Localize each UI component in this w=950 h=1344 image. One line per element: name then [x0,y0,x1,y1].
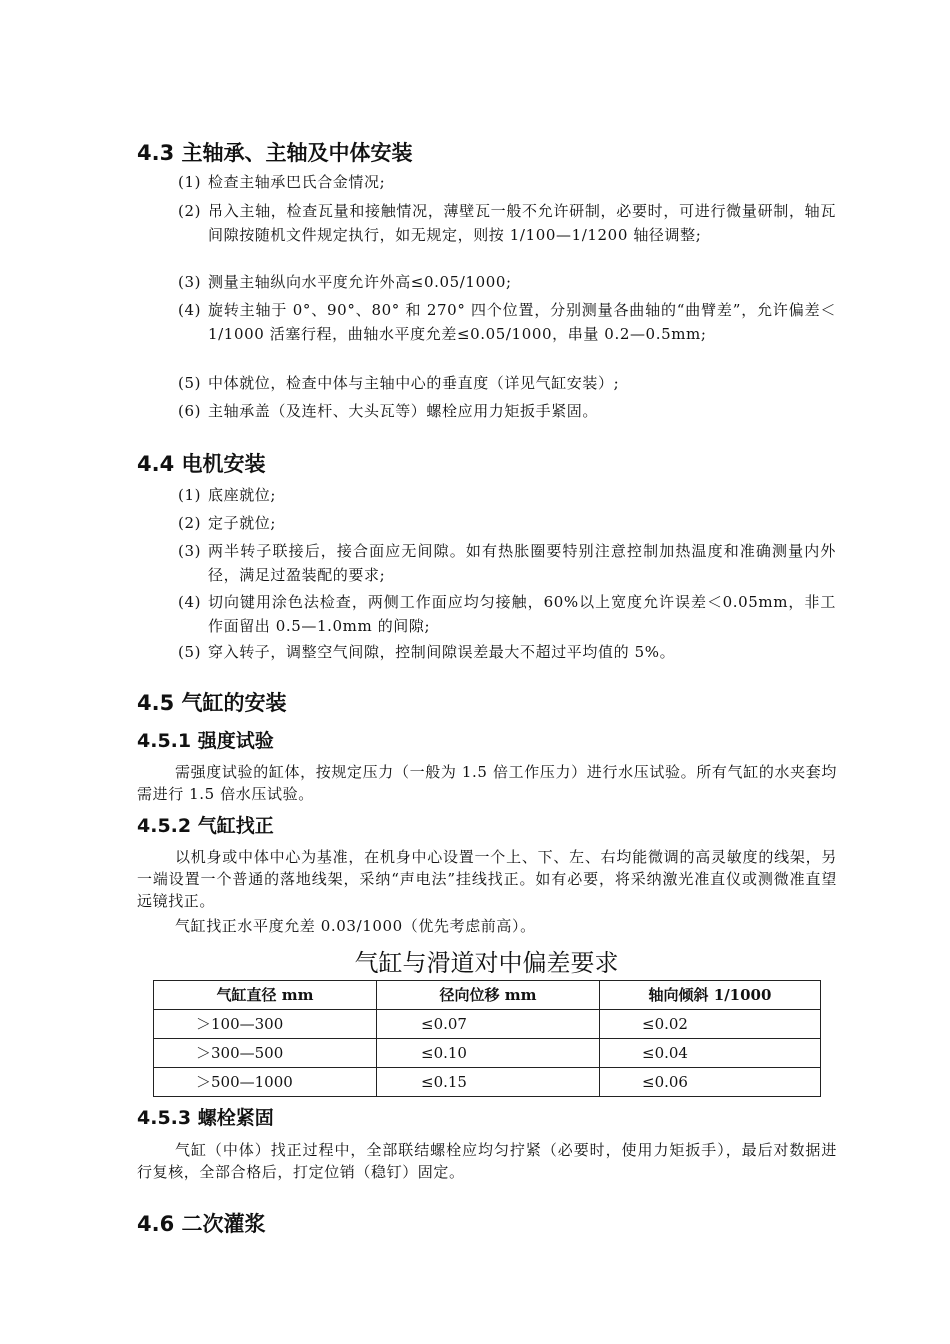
item-number: (1) [178,173,202,191]
item-number: (3) [178,542,202,560]
table-cell: ＞100—300 [154,1010,377,1039]
item-text: 主轴承盖（及连杆、大头瓦等）螺栓应用力矩扳手紧固。 [208,402,599,420]
table-cell: ≤0.15 [377,1068,600,1097]
list-item-4-3-2 [178,200,836,247]
item-number: (5) [178,374,202,392]
item-text: 检查主轴承巴氏合金情况; [208,173,386,191]
table-caption: 气缸与滑道对中偏差要求 [354,949,619,977]
table-cell: ≤0.02 [600,1010,821,1039]
heading-4-5-1: 4.5.1 强度试验 [137,730,274,752]
column-header-radial: 径向位移 mm [377,981,600,1010]
table-cell: ＞500—1000 [154,1068,377,1097]
list-item-4-4-4 [178,591,836,638]
alignment-tolerance-table [153,980,821,1097]
column-header-axial: 轴向倾斜 1/1000 [600,981,821,1010]
item-text: 两半转子联接后，接合面应无间隙。如有热胀圈要特别注意控制加热温度和准确测量内外径，满足过盈装配的要求; [208,542,836,584]
item-number: (4) [178,593,202,611]
table-cell: ≤0.04 [600,1039,821,1068]
item-text: 穿入转子，调整空气间隙，控制间隙误差最大不超过平均值的 5%。 [208,643,676,661]
item-text: 测量主轴纵向水平度允许外高≤0.05/1000; [208,273,512,291]
paragraph-4-5-1: 需强度试验的缸体，按规定压力（一般为 1.5 倍工作压力）进行水压试验。所有气缸的水夹套均需进行 1.5 倍水压试验。 [137,763,837,803]
item-text: 定子就位; [208,514,277,532]
list-item-4-3-4 [178,299,836,346]
heading-4-5: 4.5 气缸的安装 [137,691,287,715]
table-cell: ≤0.10 [377,1039,600,1068]
item-number: (6) [178,402,202,420]
table-header-row [154,981,821,1010]
item-text: 底座就位; [208,486,277,504]
item-number: (4) [178,301,202,319]
item-text: 旋转主轴于 0°、90°、80° 和 270° 四个位置，分别测量各曲轴的“曲臂差”，允许偏差＜1/1000 活塞行程，曲轴水平度允差≤0.05/1000，串量 0.2—0.5mm; [208,301,836,343]
table-cell: ≤0.06 [600,1068,821,1097]
item-number: (2) [178,202,202,220]
item-text: 切向键用涂色法检查，两侧工作面应均匀接触，60%以上宽度允许误差＜0.05mm，非工作面留出 0.5—1.0mm 的间隙; [208,593,836,635]
list-item-4-4-2 [178,512,836,536]
item-number: (5) [178,643,202,661]
paragraph-4-5-2-b: 气缸找正水平度允差 0.03/1000（优先考虑前高）。 [175,917,536,935]
item-number: (2) [178,514,202,532]
heading-4-3: 4.3 主轴承、主轴及中体安装 [137,141,413,165]
list-item-4-3-1 [178,171,836,195]
table-row [154,1010,821,1039]
item-text: 中体就位，检查中体与主轴中心的垂直度（详见气缸安装）; [208,374,620,392]
heading-4-5-3: 4.5.3 螺栓紧固 [137,1107,274,1129]
paragraph-4-5-2-a: 以机身或中体中心为基准，在机身中心设置一个上、下、左、右均能微调的高灵敏度的线架，另一端设置一个普通的落地线架，采纳“声电法”挂线找正。如有必要，将采纳激光准直仪或测微准直望远镜找正。 [137,848,837,910]
column-header-diameter: 气缸直径 mm [154,981,377,1010]
list-item-4-4-5 [178,641,836,665]
list-item-4-3-5 [178,372,836,396]
list-item-4-4-1 [178,484,836,508]
list-item-4-3-6 [178,400,836,424]
heading-4-6: 4.6 二次灌浆 [137,1212,266,1236]
list-item-4-4-3 [178,540,836,587]
table-cell: ≤0.07 [377,1010,600,1039]
table-row [154,1068,821,1097]
heading-4-4: 4.4 电机安装 [137,452,266,476]
list-item-4-3-3 [178,271,836,295]
table-cell: ＞300—500 [154,1039,377,1068]
table-row [154,1039,821,1068]
paragraph-4-5-3: 气缸（中体）找正过程中，全部联结螺栓应均匀拧紧（必要时，使用力矩扳手），最后对数据进行复核，全部合格后，打定位销（稳钉）固定。 [137,1141,837,1181]
item-number: (3) [178,273,202,291]
item-text: 吊入主轴，检查瓦量和接触情况，薄壁瓦一般不允许研制，必要时，可进行微量研制，轴瓦间隙按随机文件规定执行，如无规定，则按 1/100—1/1200 轴径调整; [208,202,836,244]
item-number: (1) [178,486,202,504]
heading-4-5-2: 4.5.2 气缸找正 [137,815,274,837]
